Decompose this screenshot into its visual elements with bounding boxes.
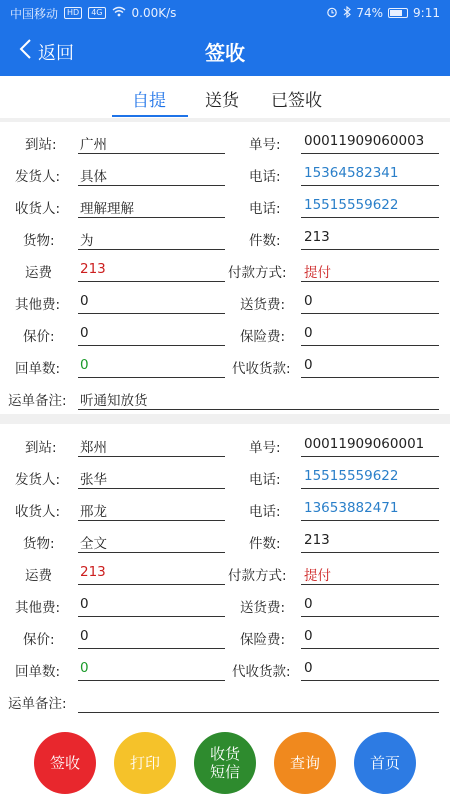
battery-percent: 74% bbox=[356, 6, 384, 20]
insured-value: 0 bbox=[80, 325, 89, 341]
pieces-value: 213 bbox=[304, 532, 330, 548]
insured-label: 保价: bbox=[23, 329, 55, 345]
field-underline bbox=[78, 217, 225, 218]
home-button[interactable]: 首页 bbox=[354, 732, 416, 794]
field-underline bbox=[301, 377, 439, 378]
cod-value: 0 bbox=[304, 357, 313, 373]
sender-phone-link[interactable]: 15364582341 bbox=[304, 165, 399, 181]
tab-delivery[interactable]: 送货 bbox=[205, 91, 239, 111]
row-insured bbox=[0, 318, 450, 350]
other-fee-value: 0 bbox=[80, 293, 89, 309]
receiver-value: 邢龙 bbox=[80, 504, 107, 520]
cod-value: 0 bbox=[304, 660, 313, 676]
carrier-label: 中国移动 bbox=[10, 6, 59, 21]
field-underline bbox=[78, 552, 225, 553]
goods-label: 货物: bbox=[23, 536, 55, 552]
sender-value: 张华 bbox=[80, 472, 107, 488]
order-no-label: 单号: bbox=[249, 137, 281, 153]
receiver-phone-link[interactable]: 15515559622 bbox=[304, 197, 399, 213]
return-slip-value: 0 bbox=[80, 357, 89, 373]
sms-button[interactable]: 收货 短信 bbox=[194, 732, 256, 794]
hd-badge: HD bbox=[64, 7, 82, 19]
other-fee-label: 其他费: bbox=[15, 600, 61, 616]
row-sender bbox=[0, 158, 450, 190]
receiver-label: 收货人: bbox=[15, 504, 61, 520]
field-underline bbox=[78, 616, 225, 617]
delivery-fee-label: 送货费: bbox=[240, 297, 286, 313]
battery-fill bbox=[390, 10, 402, 16]
return-slip-value: 0 bbox=[80, 660, 89, 676]
status-bar bbox=[0, 0, 450, 26]
section-divider bbox=[0, 414, 450, 424]
order-no-value: 00011909060001 bbox=[304, 436, 425, 452]
battery-icon bbox=[388, 8, 408, 18]
receiver-phone-label: 电话: bbox=[249, 201, 281, 217]
row-station bbox=[0, 429, 450, 461]
remark-label: 运单备注: bbox=[8, 696, 67, 712]
freight-label: 运费 bbox=[25, 265, 52, 281]
back-label: 返回 bbox=[38, 42, 74, 64]
pieces-label: 件数: bbox=[249, 536, 281, 552]
freight-label: 运费 bbox=[25, 568, 52, 584]
field-underline bbox=[301, 520, 439, 521]
row-insured bbox=[0, 621, 450, 653]
row-freight bbox=[0, 254, 450, 286]
sign-button[interactable]: 签收 bbox=[34, 732, 96, 794]
station-label: 到站: bbox=[25, 137, 57, 153]
bluetooth-icon bbox=[343, 6, 351, 21]
row-return-slip bbox=[0, 350, 450, 382]
field-underline bbox=[301, 345, 439, 346]
freight-value: 213 bbox=[80, 261, 106, 277]
alarm-icon bbox=[326, 6, 338, 21]
field-underline bbox=[78, 712, 439, 713]
order-card[interactable] bbox=[0, 122, 450, 422]
return-slip-label: 回单数: bbox=[15, 664, 61, 680]
field-underline bbox=[301, 616, 439, 617]
tab-signed[interactable]: 已签收 bbox=[271, 91, 322, 111]
field-underline bbox=[301, 249, 439, 250]
wifi-icon bbox=[112, 6, 126, 20]
other-fee-label: 其他费: bbox=[15, 297, 61, 313]
network-badge: 4G bbox=[88, 7, 105, 19]
field-underline bbox=[78, 185, 225, 186]
field-underline bbox=[301, 456, 439, 457]
sender-label: 发货人: bbox=[15, 169, 61, 185]
insurance-fee-label: 保险费: bbox=[240, 329, 286, 345]
row-receiver bbox=[0, 493, 450, 525]
field-underline bbox=[301, 153, 439, 154]
field-underline bbox=[78, 488, 225, 489]
insured-value: 0 bbox=[80, 628, 89, 644]
payment-value: 提付 bbox=[304, 265, 331, 281]
return-slip-label: 回单数: bbox=[15, 361, 61, 377]
payment-value: 提付 bbox=[304, 568, 331, 584]
payment-label: 付款方式: bbox=[228, 265, 287, 281]
goods-label: 货物: bbox=[23, 233, 55, 249]
delivery-fee-label: 送货费: bbox=[240, 600, 286, 616]
field-underline bbox=[78, 456, 225, 457]
pieces-label: 件数: bbox=[249, 233, 281, 249]
row-goods bbox=[0, 525, 450, 557]
nav-bar bbox=[0, 26, 450, 76]
other-fee-value: 0 bbox=[80, 596, 89, 612]
field-underline bbox=[78, 584, 225, 585]
insurance-fee-value: 0 bbox=[304, 325, 313, 341]
row-remark bbox=[0, 685, 450, 717]
row-other-fee bbox=[0, 589, 450, 621]
bottom-action-bar bbox=[0, 722, 450, 800]
pieces-value: 213 bbox=[304, 229, 330, 245]
sender-value: 具体 bbox=[80, 169, 107, 185]
remark-value: 听通知放货 bbox=[80, 393, 148, 409]
field-underline bbox=[78, 680, 225, 681]
field-underline bbox=[301, 584, 439, 585]
field-underline bbox=[78, 377, 225, 378]
query-button[interactable]: 查询 bbox=[274, 732, 336, 794]
field-underline bbox=[301, 648, 439, 649]
tab-active-indicator bbox=[112, 115, 188, 117]
print-button[interactable]: 打印 bbox=[114, 732, 176, 794]
row-remark bbox=[0, 382, 450, 414]
row-other-fee bbox=[0, 286, 450, 318]
insured-label: 保价: bbox=[23, 632, 55, 648]
row-goods bbox=[0, 222, 450, 254]
field-underline bbox=[78, 281, 225, 282]
net-speed: 0.00K/s bbox=[131, 6, 177, 20]
tab-bar bbox=[0, 78, 450, 118]
field-underline bbox=[78, 345, 225, 346]
field-underline bbox=[78, 249, 225, 250]
goods-value: 为 bbox=[80, 233, 94, 249]
receiver-value: 理解理解 bbox=[80, 201, 134, 217]
sender-phone-link[interactable]: 15515559622 bbox=[304, 468, 399, 484]
row-station bbox=[0, 126, 450, 158]
remark-label: 运单备注: bbox=[8, 393, 67, 409]
order-no-label: 单号: bbox=[249, 440, 281, 456]
field-underline bbox=[78, 520, 225, 521]
row-freight bbox=[0, 557, 450, 589]
receiver-phone-label: 电话: bbox=[249, 504, 281, 520]
freight-value: 213 bbox=[80, 564, 106, 580]
field-underline bbox=[78, 153, 225, 154]
station-value: 郑州 bbox=[80, 440, 107, 456]
receiver-phone-link[interactable]: 13653882471 bbox=[304, 500, 399, 516]
insurance-fee-label: 保险费: bbox=[240, 632, 286, 648]
goods-value: 全文 bbox=[80, 536, 107, 552]
field-underline bbox=[301, 313, 439, 314]
sender-label: 发货人: bbox=[15, 472, 61, 488]
field-underline bbox=[301, 185, 439, 186]
row-sender bbox=[0, 461, 450, 493]
tab-self-pickup[interactable]: 自提 bbox=[132, 91, 166, 111]
station-label: 到站: bbox=[25, 440, 57, 456]
field-underline bbox=[78, 313, 225, 314]
field-underline bbox=[301, 281, 439, 282]
receiver-label: 收货人: bbox=[15, 201, 61, 217]
row-receiver bbox=[0, 190, 450, 222]
cod-label: 代收货款: bbox=[232, 664, 291, 680]
order-no-value: 00011909060003 bbox=[304, 133, 425, 149]
cod-label: 代收货款: bbox=[232, 361, 291, 377]
field-underline bbox=[78, 409, 439, 410]
station-value: 广州 bbox=[80, 137, 107, 153]
field-underline bbox=[78, 648, 225, 649]
delivery-fee-value: 0 bbox=[304, 596, 313, 612]
clock: 9:11 bbox=[413, 6, 440, 20]
order-card[interactable] bbox=[0, 425, 450, 725]
insurance-fee-value: 0 bbox=[304, 628, 313, 644]
delivery-fee-value: 0 bbox=[304, 293, 313, 309]
field-underline bbox=[301, 552, 439, 553]
field-underline bbox=[301, 680, 439, 681]
field-underline bbox=[301, 217, 439, 218]
page-title: 签收 bbox=[205, 41, 245, 65]
field-underline bbox=[301, 488, 439, 489]
payment-label: 付款方式: bbox=[228, 568, 287, 584]
sender-phone-label: 电话: bbox=[249, 169, 281, 185]
sender-phone-label: 电话: bbox=[249, 472, 281, 488]
row-return-slip bbox=[0, 653, 450, 685]
